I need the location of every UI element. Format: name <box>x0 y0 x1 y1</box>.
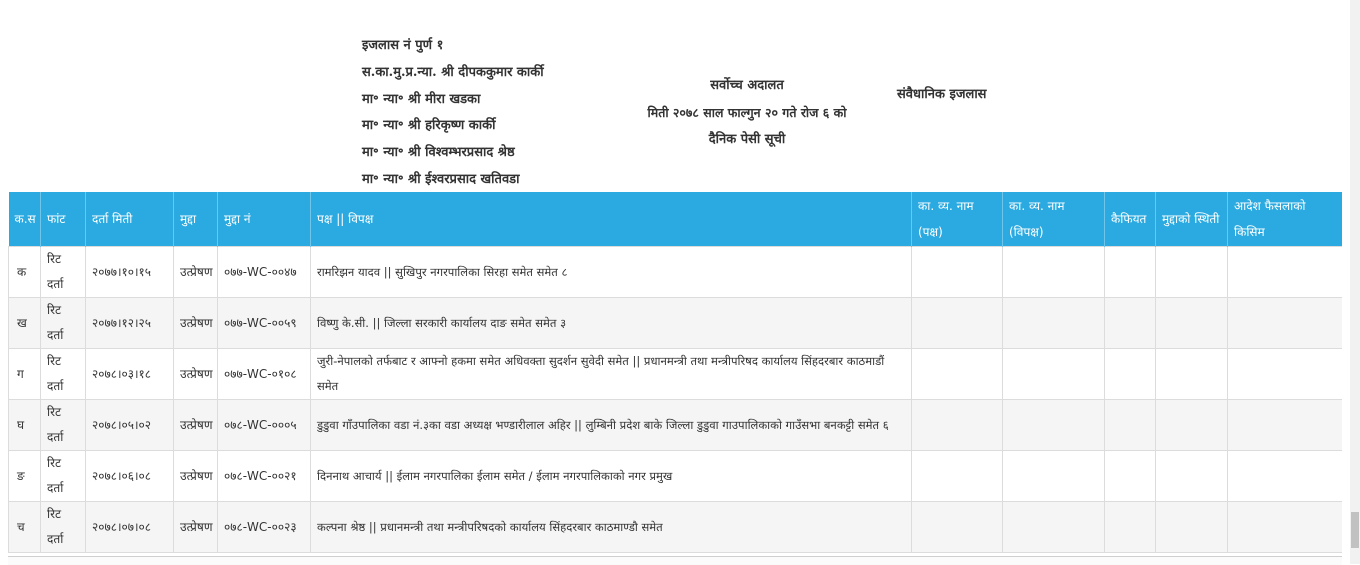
cell-fant: रिट दर्ता <box>41 349 86 400</box>
col-header-remarks: कैफियत <box>1105 192 1156 247</box>
cell-serial: ग <box>9 349 41 400</box>
court-heading <box>612 72 882 153</box>
cell-advocate-petitioner <box>912 451 1003 502</box>
cell-advocate-respondent <box>1003 502 1105 553</box>
cell-advocate-petitioner <box>912 247 1003 298</box>
cell-remarks <box>1105 400 1156 451</box>
table-row <box>9 400 1343 451</box>
court-name: सर्वोच्च अदालत <box>710 78 784 93</box>
col-header-parties: पक्ष || विपक्ष <box>311 192 912 247</box>
cell-serial: ङ <box>9 451 41 502</box>
col-header-order-type: आदेश फैसलाको किसिम <box>1228 192 1343 247</box>
cell-fant: रिट दर्ता <box>41 502 86 553</box>
cell-case-type: उत्प्रेषण <box>174 400 218 451</box>
table-row <box>9 451 1343 502</box>
cell-case-status <box>1156 400 1228 451</box>
cell-case-number: ०७७-WC-०१०८ <box>218 349 311 400</box>
cell-parties: विष्णु के.सी. || जिल्ला सरकारी कार्यालय दाङ समेत समेत ३ <box>311 298 912 349</box>
table-row <box>9 502 1343 553</box>
cell-advocate-respondent <box>1003 247 1105 298</box>
cell-case-status <box>1156 502 1228 553</box>
cause-list-title: दैनिक पेसी सूची <box>708 132 786 147</box>
cell-serial: च <box>9 502 41 553</box>
cell-fant: रिट दर्ता <box>41 298 86 349</box>
cell-serial: क <box>9 247 41 298</box>
cell-registration-date: २०७७।१२।२५ <box>86 298 174 349</box>
col-header-case-status: मुद्दाको स्थिती <box>1156 192 1228 247</box>
col-header-fant: फांट <box>41 192 86 247</box>
cell-case-number: ०७८-WC-०००५ <box>218 400 311 451</box>
cell-remarks <box>1105 298 1156 349</box>
cell-parties: कल्पना श्रेष्ठ || प्रधानमन्त्री तथा मन्त्रीपरिषदको कार्यालय सिंहदरबार काठमाण्डौ समेत <box>311 502 912 553</box>
bench-number: इजलास नं पुर्ण १ <box>362 38 444 53</box>
table-header-row <box>9 192 1343 247</box>
cell-order-type <box>1228 247 1343 298</box>
cell-case-number: ०७८-WC-००२१ <box>218 451 311 502</box>
bench-type: संवैधानिक इजलास <box>897 87 987 102</box>
cell-fant: रिट दर्ता <box>41 451 86 502</box>
cell-case-number: ०७८-WC-००२३ <box>218 502 311 553</box>
cell-order-type <box>1228 451 1343 502</box>
cell-registration-date: २०७८।०६।०८ <box>86 451 174 502</box>
col-header-case-number: मुद्दा नं <box>218 192 311 247</box>
chief-justice-name: स.का.मु.प्र.न्या. श्री दीपककुमार कार्की <box>362 64 544 80</box>
cell-serial: ख <box>9 298 41 349</box>
scrollbar-thumb[interactable] <box>1351 512 1359 548</box>
cell-case-number: ०७७-WC-००५९ <box>218 298 311 349</box>
cell-order-type <box>1228 349 1343 400</box>
table-row <box>9 298 1343 349</box>
vertical-scrollbar[interactable] <box>1350 0 1360 564</box>
cell-parties: जुरी-नेपालको तर्फबाट र आफ्नो हकमा समेत अधिवक्ता सुदर्शन सुवेदी समेत || प्रधानमन्त्री तथा मन्त्रीपरिषद कार्यालय सिंहदरबार काठमाडौं समेत <box>311 349 912 400</box>
cell-registration-date: २०७८।०७।०८ <box>86 502 174 553</box>
cell-remarks <box>1105 502 1156 553</box>
col-header-advocate-respondent: का. व्य. नाम (विपक्ष) <box>1003 192 1105 247</box>
cell-fant: रिट दर्ता <box>41 400 86 451</box>
cell-advocate-respondent <box>1003 298 1105 349</box>
bench-details <box>362 33 602 194</box>
table-row <box>9 349 1343 400</box>
col-header-registration-date: दर्ता मिती <box>86 192 174 247</box>
cell-parties: दिननाथ आचार्य || ईलाम नगरपालिका ईलाम समेत / ईलाम नगरपालिकाको नगर प्रमुख <box>311 451 912 502</box>
cell-case-status <box>1156 298 1228 349</box>
cell-registration-date: २०७८।०५।०२ <box>86 400 174 451</box>
cell-advocate-petitioner <box>912 349 1003 400</box>
cell-order-type <box>1228 502 1343 553</box>
cell-advocate-petitioner <box>912 400 1003 451</box>
cell-parties: रामरिझन यादव || सुखिपुर नगरपालिका सिरहा समेत समेत ८ <box>311 247 912 298</box>
cell-fant: रिट दर्ता <box>41 247 86 298</box>
justice-name: मा॰ न्या॰ श्री हरिकृष्ण कार्की <box>362 118 496 134</box>
cell-case-type: उत्प्रेषण <box>174 349 218 400</box>
cell-case-type: उत्प्रेषण <box>174 298 218 349</box>
cell-advocate-respondent <box>1003 451 1105 502</box>
cell-case-type: उत्प्रेषण <box>174 247 218 298</box>
cell-remarks <box>1105 247 1156 298</box>
justice-name: मा॰ न्या॰ श्री मीरा खडका <box>362 91 481 107</box>
cell-remarks <box>1105 349 1156 400</box>
cell-case-status <box>1156 451 1228 502</box>
table-row <box>9 247 1343 298</box>
cell-order-type <box>1228 298 1343 349</box>
justice-name: मा॰ न्या॰ श्री विश्वम्भरप्रसाद श्रेष्ठ <box>362 145 515 161</box>
cell-serial: घ <box>9 400 41 451</box>
cell-advocate-petitioner <box>912 298 1003 349</box>
col-header-serial: क.स <box>9 192 41 247</box>
cause-list-table <box>8 192 1342 553</box>
col-header-case-type: मुद्दा <box>174 192 218 247</box>
cell-case-number: ०७७-WC-००४७ <box>218 247 311 298</box>
cell-parties: डुडुवा गाँउपालिका वडा नं.३का वडा अध्यक्ष भण्डारीलाल अहिर || लुम्बिनी प्रदेश बाके जिल्ला डुडुवा गाउपालिकाको गाउँसभा बनकट्टी समेत ६ <box>311 400 912 451</box>
cause-list-date: मिती २०७८ साल फाल्गुन २० गते रोज ६ को <box>647 105 847 120</box>
cell-registration-date: २०७७।१०।१५ <box>86 247 174 298</box>
cell-case-status <box>1156 247 1228 298</box>
cell-remarks <box>1105 451 1156 502</box>
cell-case-status <box>1156 349 1228 400</box>
cell-registration-date: २०७८।०३।१८ <box>86 349 174 400</box>
col-header-advocate-petitioner: का. व्य. नाम (पक्ष) <box>912 192 1003 247</box>
cell-advocate-respondent <box>1003 349 1105 400</box>
justice-name: मा॰ न्या॰ श्री ईश्वरप्रसाद खतिवडा <box>362 171 520 187</box>
cell-order-type <box>1228 400 1343 451</box>
cause-list-table-container <box>8 192 1342 560</box>
cell-advocate-petitioner <box>912 502 1003 553</box>
cell-advocate-respondent <box>1003 400 1105 451</box>
cell-case-type: उत्प्रेषण <box>174 502 218 553</box>
cell-case-type: उत्प्रेषण <box>174 451 218 502</box>
